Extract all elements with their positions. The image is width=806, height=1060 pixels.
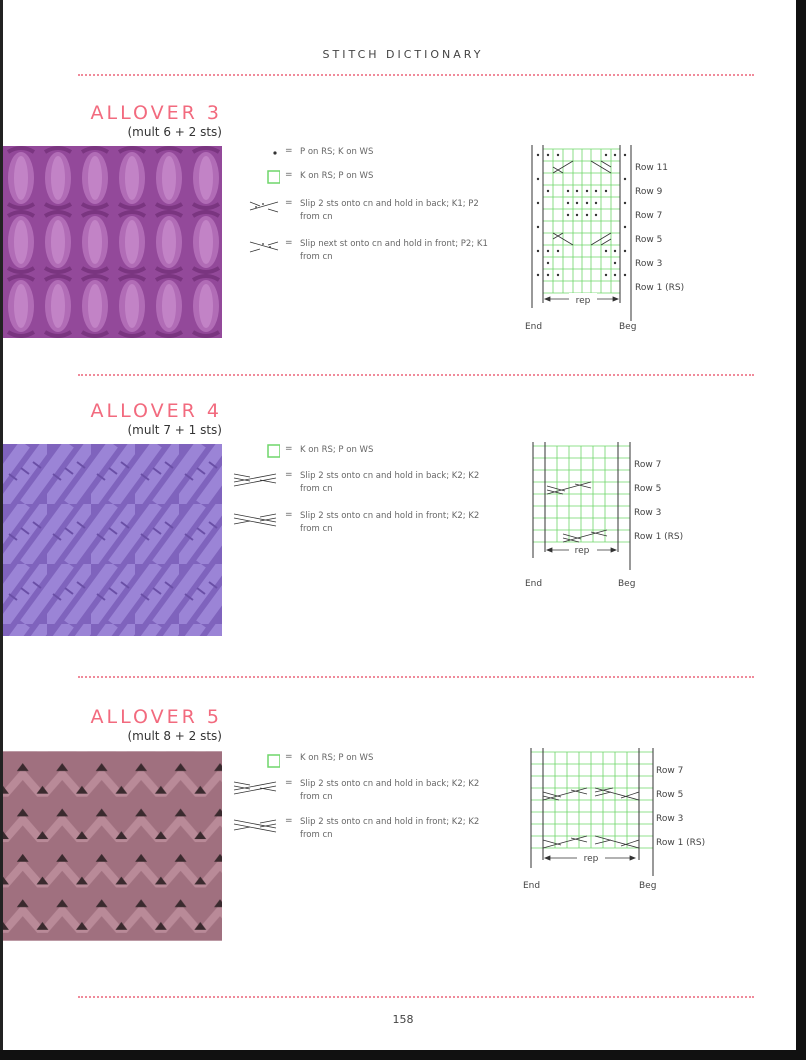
legend-item xyxy=(230,198,500,238)
end-label: End xyxy=(525,579,543,589)
swatch-photo-allover-5 xyxy=(3,750,222,942)
legend-allover-4 xyxy=(230,444,500,550)
cable-crosses xyxy=(547,482,607,542)
legend-item xyxy=(230,510,500,550)
legend-item xyxy=(230,470,500,510)
beg-label: Beg xyxy=(619,322,637,332)
knit-square-icon xyxy=(230,444,280,462)
legend-text: Slip 2 sts onto cn and hold in back; K1; P2 from cn xyxy=(300,199,479,222)
equals-sign: = xyxy=(285,170,293,180)
chart-grid xyxy=(543,149,620,293)
right-cross-purl-icon xyxy=(230,198,280,216)
end-label: End xyxy=(525,322,543,332)
equals-sign: = xyxy=(285,510,293,520)
swatch-photo-allover-4 xyxy=(3,444,222,636)
dotted-rule xyxy=(78,676,754,678)
section-subtitle: (mult 6 + 2 sts) xyxy=(127,125,222,139)
legend-item xyxy=(230,170,500,198)
left-cross-icon xyxy=(230,510,280,528)
row-label: Row 3 xyxy=(635,259,663,269)
page-edge-bottom xyxy=(0,1050,806,1060)
equals-sign: = xyxy=(285,146,293,156)
section-title: ALLOVER 4 xyxy=(90,400,222,422)
section-title: ALLOVER 5 xyxy=(90,706,222,728)
row-label: Row 11 xyxy=(635,163,669,173)
section-subtitle: (mult 8 + 2 sts) xyxy=(127,729,222,743)
legend-item xyxy=(230,778,500,816)
left-cross-icon xyxy=(230,816,280,834)
legend-text: Slip 2 sts onto cn and hold in front; K2; K2 from cn xyxy=(300,511,480,534)
row-label: Row 5 xyxy=(635,235,663,245)
rep-label: rep xyxy=(575,296,591,306)
chart-allover-4 xyxy=(515,440,705,595)
legend-allover-3 xyxy=(230,146,500,278)
right-cross-icon xyxy=(230,778,280,796)
beg-label: Beg xyxy=(618,579,636,589)
row-label: Row 1 (RS) xyxy=(634,532,684,542)
equals-sign: = xyxy=(285,470,293,480)
end-label: End xyxy=(523,881,541,891)
legend-text: P on RS; K on WS xyxy=(300,147,374,157)
chart-grid xyxy=(531,752,653,848)
right-cross-icon xyxy=(230,470,280,488)
purl-dots xyxy=(537,154,626,276)
row-label: Row 7 xyxy=(634,460,662,470)
dotted-rule xyxy=(78,74,754,76)
rep-label: rep xyxy=(574,546,590,556)
row-label: Row 7 xyxy=(635,211,663,221)
chart-allover-5 xyxy=(515,746,725,896)
row-label: Row 1 (RS) xyxy=(656,838,706,848)
knit-square-icon xyxy=(230,170,280,188)
row-label: Row 7 xyxy=(656,766,684,776)
equals-sign: = xyxy=(285,778,293,788)
row-label: Row 5 xyxy=(634,484,662,494)
legend-text: K on RS; P on WS xyxy=(300,445,374,455)
legend-text: Slip 2 sts onto cn and hold in back; K2; K2 from cn xyxy=(300,779,480,802)
legend-item xyxy=(230,444,500,470)
equals-sign: = xyxy=(285,816,293,826)
legend-text: Slip 2 sts onto cn and hold in front; K2; K2 from cn xyxy=(300,817,480,840)
legend-text: K on RS; P on WS xyxy=(300,753,374,763)
equals-sign: = xyxy=(285,238,293,248)
dotted-rule xyxy=(78,996,754,998)
legend-allover-5 xyxy=(230,752,500,854)
row-label: Row 3 xyxy=(656,814,684,824)
running-header: STITCH DICTIONARY xyxy=(322,48,484,61)
legend-text: K on RS; P on WS xyxy=(300,171,374,181)
left-cross-purl-icon xyxy=(230,238,280,256)
dotted-rule xyxy=(78,374,754,376)
row-label: Row 5 xyxy=(656,790,684,800)
row-label: Row 1 (RS) xyxy=(635,283,685,293)
row-label: Row 3 xyxy=(634,508,662,518)
legend-text: Slip 2 sts onto cn and hold in back; K2; K2 from cn xyxy=(300,471,480,494)
knit-square-icon xyxy=(230,752,280,770)
legend-item xyxy=(230,752,500,778)
section-title: ALLOVER 3 xyxy=(90,102,222,124)
legend-text: Slip next st onto cn and hold in front; P2; K1 from cn xyxy=(300,239,488,262)
chart-allover-3 xyxy=(515,143,705,338)
equals-sign: = xyxy=(285,444,293,454)
equals-sign: = xyxy=(285,198,293,208)
equals-sign: = xyxy=(285,752,293,762)
page-edge-right xyxy=(796,0,806,1060)
page-number: 158 xyxy=(392,1013,414,1026)
legend-item xyxy=(230,816,500,854)
purl-dot-icon xyxy=(230,146,280,164)
legend-item xyxy=(230,238,500,278)
section-subtitle: (mult 7 + 1 sts) xyxy=(127,423,222,437)
beg-label: Beg xyxy=(639,881,657,891)
rep-label: rep xyxy=(583,854,599,864)
row-label: Row 9 xyxy=(635,187,663,197)
legend-item xyxy=(230,146,500,170)
swatch-photo-allover-3 xyxy=(3,146,222,338)
